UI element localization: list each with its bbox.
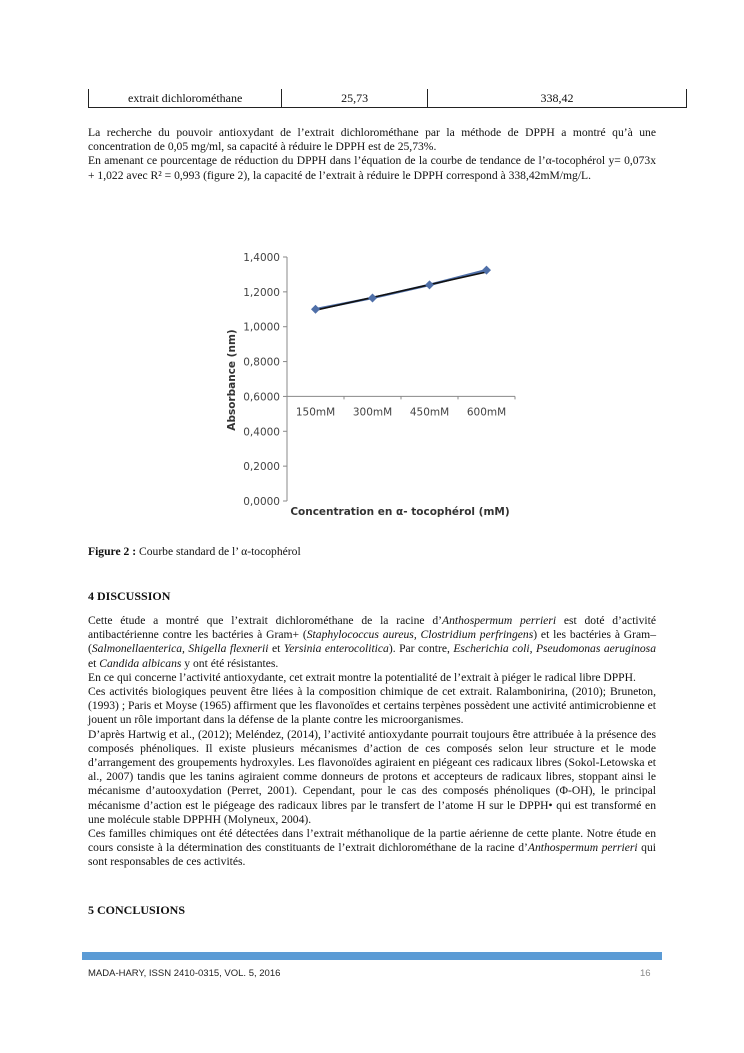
alpha-tocopherol-standard-curve [220,245,520,525]
y-tick-label: 1,2000 [243,286,280,299]
y-tick-label: 0,4000 [243,426,280,439]
y-axis-label: Absorbance (nm) [226,329,238,431]
data-point-marker [311,305,320,314]
footer-divider-bar [82,952,662,960]
gram-positive-species: Staphylococcus aureus, Clostridium perfringens [306,628,534,642]
y-tick-label: 1,4000 [243,252,280,264]
results-table-row [88,89,687,108]
intro-paragraph-2: En amenant ce pourcentage de réduction du DPPH dans l’équation de la courbe de tendance de l’α-tocophérol y= 0,073x + 1,022 avec R² = 0,993 (figure 2), la capacité de l’extrait à réduire le DPPH correspond à 338,42mM/mg/L. [88,154,656,182]
x-tick-label: 150mM [295,406,336,419]
species-name: Anthospermum perrieri [442,614,557,627]
reduction-percent: 25,73 [341,90,369,105]
y-tick-label: 0,8000 [243,356,280,369]
x-tick-label: 300mM [352,406,393,419]
table-cell-equivalent [427,89,687,107]
table-cell-percent [281,89,427,107]
intro-paragraph-1: La recherche du pouvoir antioxydant de l’extrait dichlorométhane par la méthode de DPPH a montré qu’à une concentration de 0,05 mg/ml, sa capacité à réduire le DPPH est de 25,73%. [88,126,656,154]
section-heading-discussion: 4 DISCUSSION [88,589,171,603]
table-cell-extract [88,89,281,107]
figure-label: Figure 2 : [88,545,137,558]
discussion-paragraph-4: D’après Hartwig et al., (2012); Meléndez, (2014), l’activité antioxydante pourrait toujours être attribuée à la présence des composés phénoliques. Il existe plusieurs mécanismes d’action de ces composés selon leur structure et le mode d’arrangement des groupements hydroxyles. Les flavonoïdes agiraient en piégeant ces radicaux libres (Sokol-Letowska et al., 2007) tandis que les tanins agiraient comme donneurs de protons et accepteurs de radicaux libres, stoppant ainsi le mécanisme d’autooxydation (Perret, 2001). Cependant, pour le cas des composés phénoliques (Φ-OH), le principal mécanisme d’action est le piégeage des radicaux libres par le transfert de l’atome H sur le DPPH• qui est transformé en une molécule stable DPPHH (Molyneux, 2004). [88,727,656,826]
gram-negative-species: Salmonellaenterica, Shigella flexnerii [91,642,269,656]
data-point-marker [425,280,434,289]
line-chart [220,245,520,525]
resistant-species: Candida albicans [99,656,182,670]
x-axis-label: Concentration en α- tocophérol (mM) [290,506,510,518]
intro-text [88,126,656,183]
discussion-body [88,614,656,870]
gram-negative-species: Yersinia enterocolitica [283,642,389,656]
y-axis [243,252,287,508]
discussion-paragraph-1: Cette étude a montré que l’extrait dichlorométhane de la racine d’Anthospermum perrieri est doté d’activité antibactérienne contre les bactéries à Gram+ (Staphylococcus aureus, Clostridium perfringens) et les bactéries à Gram– (Salmonellaenterica, Shigella flexnerii et Yersinia enterocolitica). Par contre, Escherichia coli, Pseudomonas aeruginosa et Candida albicans y ont été résistantes. [88,614,657,670]
equivalent-value: 338,42 [540,90,574,105]
extract-name: extrait dichlorométhane [128,90,243,105]
figure-caption-text: Courbe standard de l’ α-tocophérol [136,545,301,558]
y-tick-label: 0,2000 [243,461,280,474]
y-tick-label: 0,0000 [243,496,280,508]
page-number: 16 [640,968,651,979]
data-series [311,266,491,314]
discussion-paragraph-2: En ce qui concerne l’activité antioxydante, cet extrait montre la potentialité de l’extrait à piéger le radical libre DPPH. [88,670,636,684]
data-point-marker [368,293,377,302]
y-tick-label: 1,0000 [243,321,280,334]
discussion-paragraph-5: Ces familles chimiques ont été détectées dans l’extrait méthanolique de la partie aérienne de cette plante. Notre étude en cours consiste à la détermination des constituants de l’extrait dichlorométhane de la racine d’Anthospermum perrieri qui sont responsables de ces activités. [88,827,656,869]
x-tick-label: 600mM [466,406,507,419]
discussion-paragraph-3: Ces activités biologiques peuvent être liées à la composition chimique de cet extrait. Ralambonirina, (2010); Bruneton, (1993) ; Paris et Moyse (1965) affirment que les flavonoïdes et certains terpènes possèdent une activité antimicrobienne et jouent un rôle important dans la défense de la plante contre les microorganismes. [88,685,656,727]
footer-journal-info: MADA-HARY, ISSN 2410-0315, VOL. 5, 2016 [88,968,281,979]
section-heading-conclusions: 5 CONCLUSIONS [88,903,186,917]
resistant-species: Escherichia coli, Pseudomonas aeruginosa [453,642,656,656]
figure-caption [88,545,301,558]
x-tick-label: 450mM [409,406,450,419]
species-name: Anthospermum perrieri [527,841,638,855]
x-axis [296,396,515,418]
y-tick-label: 0,6000 [243,391,280,404]
